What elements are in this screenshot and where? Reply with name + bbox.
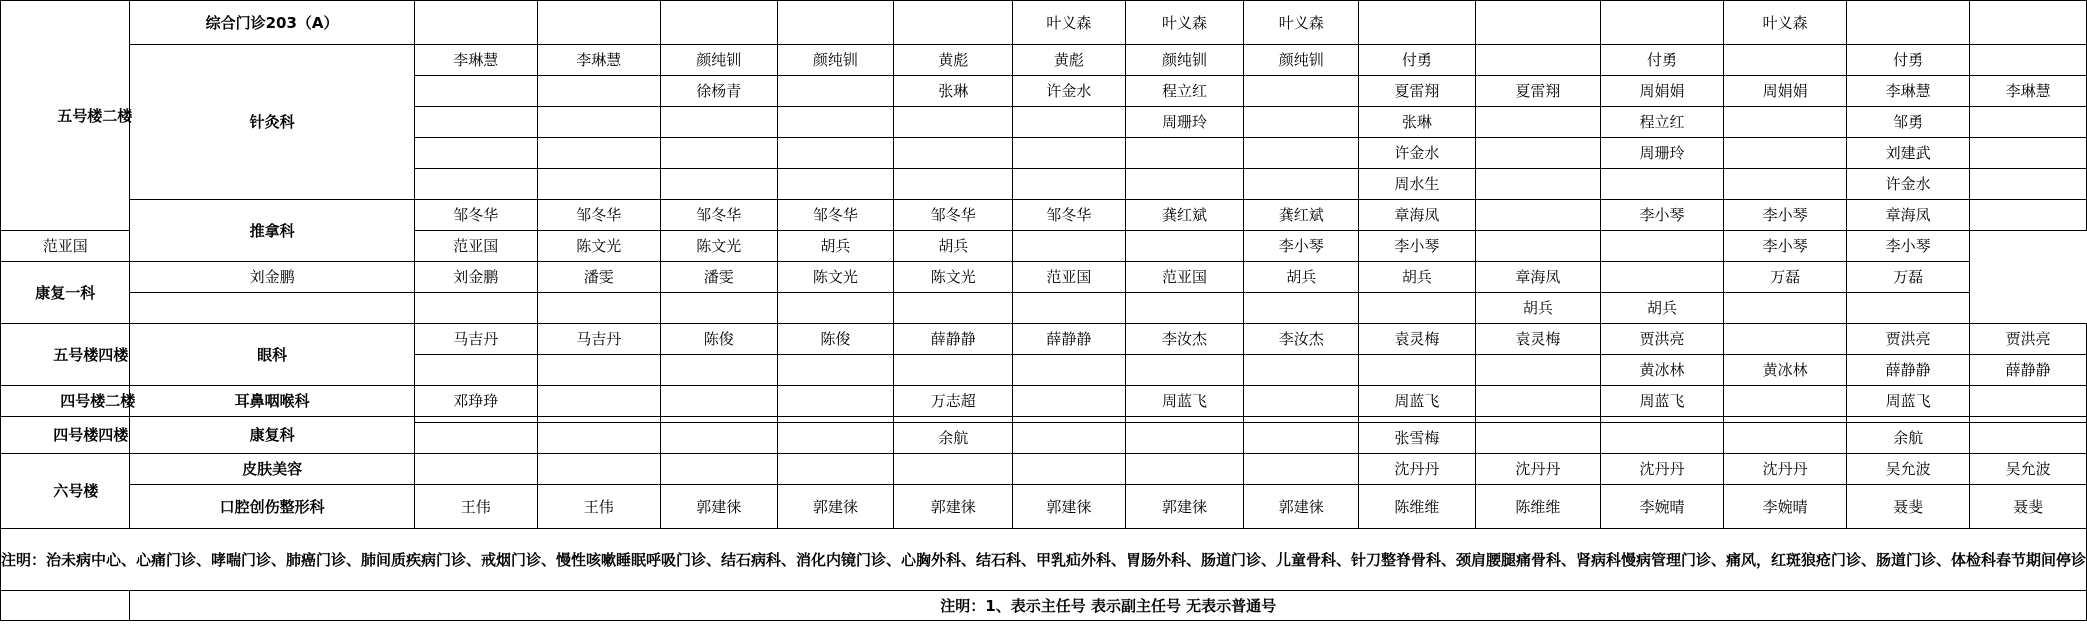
doctor-cell: 邹冬华 [1013,200,1125,231]
doctor-cell: 章海凤 [1359,200,1476,231]
empty-cell [1475,200,1600,231]
empty-cell [660,454,777,485]
empty-cell [660,355,777,386]
doctor-cell: 叶义森 [1724,1,1847,45]
doctor-cell: 万磊 [1847,262,1970,293]
empty-cell [537,107,660,138]
location-label: 四号楼二楼 [60,392,136,410]
doctor-cell: 陈维维 [1475,485,1600,529]
empty-cell [660,169,777,200]
table-row [1,591,2087,621]
doctor-cell: 付勇 [1359,45,1476,76]
empty-cell [1724,169,1847,200]
doctor-cell: 叶义森 [1244,1,1359,45]
doctor-cell: 黄彪 [1013,45,1125,76]
doctor-cell: 李琳慧 [1847,76,1970,107]
doctor-cell: 李汝杰 [1125,324,1244,355]
location-floor5-4 [1,324,130,386]
doctor-cell: 李小琴 [1724,231,1847,262]
doctor-cell: 胡兵 [1475,293,1600,324]
empty-cell [777,76,894,107]
empty-cell [1970,386,2087,417]
doctor-cell: 黄冰林 [1600,355,1723,386]
empty-cell [1847,293,1970,324]
empty-cell [1724,386,1847,417]
location-label: 五号楼二楼 [57,106,133,125]
location-floor4-2 [1,386,136,417]
dept-oral-trauma: 口腔创伤整形科 [130,485,414,529]
doctor-cell: 周蓝飞 [1359,386,1476,417]
empty-cell [1125,454,1244,485]
empty-cell [1013,293,1125,324]
empty-cell [1125,423,1244,454]
doctor-cell: 李琳慧 [414,45,537,76]
empty-cell [1970,200,2087,231]
doctor-cell: 吴允波 [1847,454,1970,485]
doctor-cell: 胡兵 [894,231,1013,262]
doctor-cell: 周蓝飞 [1125,386,1244,417]
doctor-cell: 周娟娟 [1600,76,1723,107]
empty-cell [1125,138,1244,169]
location-label: 六号楼 [53,482,99,500]
empty-cell [414,107,537,138]
empty-cell [894,169,1013,200]
empty-cell [1724,138,1847,169]
doctor-cell: 郭建徕 [660,485,777,529]
empty-cell [1244,76,1359,107]
empty-cell [894,107,1013,138]
doctor-cell: 王伟 [414,485,537,529]
empty-cell [660,138,777,169]
empty-cell [1847,1,1970,45]
doctor-cell: 胡兵 [1244,262,1359,293]
empty-cell [414,169,537,200]
doctor-cell: 范亚国 [1,231,130,262]
doctor-cell: 沈丹丹 [1724,454,1847,485]
doctor-cell: 郭建徕 [1125,485,1244,529]
dept-eye: 眼科 [130,324,414,386]
dept-skin-beauty: 皮肤美容 [130,454,414,485]
empty-cell [660,386,777,417]
dept-acupuncture: 针灸科 [130,45,414,200]
empty-cell [777,423,894,454]
doctor-cell: 周蓝飞 [1847,386,1970,417]
table-row [1,200,2087,231]
dept-rehab-1: 康复一科 [1,262,130,324]
empty-cell [1970,1,2087,45]
doctor-cell: 范亚国 [414,231,537,262]
location-floor6 [1,454,130,529]
doctor-cell: 邹冬华 [777,200,894,231]
empty-cell [1244,454,1359,485]
doctor-cell: 潘雯 [537,262,660,293]
empty-cell [1244,423,1359,454]
location-floor4-4 [1,417,130,454]
doctor-cell: 贾洪亮 [1970,324,2087,355]
table-row [1,485,2087,529]
doctor-cell: 李小琴 [1600,200,1723,231]
empty-cell [1475,45,1600,76]
doctor-cell: 邹冬华 [537,200,660,231]
empty-cell [660,293,777,324]
empty-cell [1013,386,1125,417]
empty-cell [1244,293,1359,324]
doctor-cell: 周珊玲 [1125,107,1244,138]
empty-cell [777,454,894,485]
empty-cell [1359,293,1476,324]
empty-cell [1475,386,1600,417]
empty-cell [537,454,660,485]
doctor-cell: 程立红 [1600,107,1723,138]
empty-cell [1475,355,1600,386]
doctor-cell: 郭建徕 [894,485,1013,529]
empty-cell [894,293,1013,324]
doctor-cell: 胡兵 [777,231,894,262]
doctor-cell: 胡兵 [1600,293,1723,324]
empty-cell [1125,169,1244,200]
doctor-cell: 陈俊 [660,324,777,355]
empty-cell [537,1,660,45]
dept-rehab: 康复科 [130,417,414,454]
dept-massage: 推拿科 [130,200,414,262]
empty-cell [1475,231,1600,262]
doctor-cell: 刘金鹏 [130,262,414,293]
empty-cell [777,138,894,169]
doctor-cell: 郭建徕 [1013,485,1125,529]
empty-cell [537,76,660,107]
doctor-cell: 万磊 [1724,262,1847,293]
table-row [1,324,2087,355]
empty-cell [1600,1,1723,45]
doctor-cell: 陈俊 [777,324,894,355]
empty-cell [1013,138,1125,169]
doctor-cell: 颜纯钏 [1244,45,1359,76]
doctor-cell: 陈文光 [660,231,777,262]
doctor-cell: 李小琴 [1724,200,1847,231]
empty-cell [1244,386,1359,417]
empty-cell [777,293,894,324]
doctor-cell: 颜纯钏 [777,45,894,76]
doctor-cell: 周水生 [1359,169,1476,200]
doctor-cell: 黄彪 [894,45,1013,76]
doctor-cell: 许金水 [1013,76,1125,107]
legend-note: 注明：1、表示主任号 表示副主任号 无表示普通号 [130,591,2087,621]
empty-cell [1600,169,1723,200]
empty-cell [1724,324,1847,355]
empty-cell [537,355,660,386]
empty-cell [777,355,894,386]
doctor-cell: 周蓝飞 [1600,386,1723,417]
doctor-cell: 陈维维 [1359,485,1476,529]
empty-cell [777,1,894,45]
empty-cell [1970,45,2087,76]
empty-cell [414,1,537,45]
doctor-cell: 李婉晴 [1600,485,1723,529]
empty-cell [414,293,537,324]
doctor-cell: 薛静静 [894,324,1013,355]
doctor-cell: 张雪梅 [1359,423,1476,454]
doctor-cell: 马吉丹 [537,324,660,355]
empty-cell [1724,45,1847,76]
empty-cell [894,454,1013,485]
doctor-cell: 郭建徕 [777,485,894,529]
empty-cell [1244,138,1359,169]
empty-cell [1013,231,1125,262]
empty-cell [1724,293,1847,324]
empty-cell [537,169,660,200]
empty-cell [537,293,660,324]
doctor-cell: 颜纯钏 [1125,45,1244,76]
empty-cell [777,169,894,200]
empty-cell [1970,107,2087,138]
empty-cell [1970,423,2087,454]
table-row [1,454,2087,485]
doctor-cell: 邓琤琤 [414,386,537,417]
doctor-cell: 马吉丹 [414,324,537,355]
doctor-cell: 沈丹丹 [1600,454,1723,485]
empty-cell [414,76,537,107]
doctor-cell: 李琳慧 [1970,76,2087,107]
doctor-cell: 邹冬华 [894,200,1013,231]
doctor-cell: 颜纯钏 [660,45,777,76]
doctor-cell: 袁灵梅 [1475,324,1600,355]
doctor-cell: 胡兵 [1359,262,1476,293]
table-row [1,386,2087,417]
doctor-cell: 李小琴 [1847,231,1970,262]
doctor-cell: 许金水 [1359,138,1476,169]
doctor-cell: 薛静静 [1970,355,2087,386]
empty-cell [537,386,660,417]
empty-cell [414,454,537,485]
empty-cell [660,107,777,138]
doctor-cell: 李婉晴 [1724,485,1847,529]
empty-cell [1600,262,1723,293]
doctor-cell: 龚红斌 [1125,200,1244,231]
empty-cell [414,138,537,169]
doctor-cell: 周珊玲 [1600,138,1723,169]
doctor-cell: 章海凤 [1475,262,1600,293]
empty-cell [1244,107,1359,138]
table-row [1,529,2087,591]
empty-cell [1600,423,1723,454]
empty-cell [894,1,1013,45]
doctor-cell: 周娟娟 [1724,76,1847,107]
doctor-cell: 陈文光 [777,262,894,293]
doctor-cell: 李琳慧 [537,45,660,76]
empty-cell [1013,423,1125,454]
doctor-cell: 许金水 [1847,169,1970,200]
doctor-cell: 聂斐 [1847,485,1970,529]
empty-cell [777,107,894,138]
doctor-cell: 章海凤 [1847,200,1970,231]
doctor-cell: 万志超 [894,386,1013,417]
doctor-cell: 沈丹丹 [1475,454,1600,485]
doctor-cell: 邹勇 [1847,107,1970,138]
closure-note: 注明：治未病中心、心痛门诊、哮喘门诊、肺癌门诊、肺间质疾病门诊、戒烟门诊、慢性咳嗽睡眠呼吸门诊、结石病科、消化内镜门诊、心胸外科、结石科、甲乳疝外科、胃肠外科、肠道门诊、儿童骨科、针刀整脊骨科、颈肩腰腿痛骨科、肾病科慢病管理门诊、痛风，红斑狼疮门诊、肠道门诊、体检科春节期间停诊 [1,529,2087,591]
doctor-cell: 程立红 [1125,76,1244,107]
table-row [1,1,2087,45]
empty-cell [414,423,537,454]
doctor-cell: 郭建徕 [1244,485,1359,529]
empty-cell [1970,138,2087,169]
doctor-cell: 范亚国 [1013,262,1125,293]
empty-cell [1125,231,1244,262]
empty-cell [777,386,894,417]
doctor-cell: 聂斐 [1970,485,2087,529]
doctor-cell: 付勇 [1600,45,1723,76]
doctor-cell: 张琳 [1359,107,1476,138]
doctor-cell: 潘雯 [660,262,777,293]
empty-cell [1125,355,1244,386]
doctor-cell: 徐杨青 [660,76,777,107]
doctor-cell: 邹冬华 [414,200,537,231]
doctor-cell: 陈文光 [537,231,660,262]
doctor-cell: 袁灵梅 [1359,324,1476,355]
empty-cell [1724,107,1847,138]
doctor-cell: 李小琴 [1359,231,1476,262]
table-row [1,262,2087,293]
empty-cell [1013,454,1125,485]
dept-ent: 耳鼻咽喉科 [130,386,414,417]
doctor-cell: 叶义森 [1013,1,1125,45]
empty-cell [130,293,414,324]
empty-cell [660,1,777,45]
doctor-cell: 邹冬华 [660,200,777,231]
empty-cell [1970,169,2087,200]
doctor-cell: 刘建武 [1847,138,1970,169]
doctor-cell: 贾洪亮 [1600,324,1723,355]
doctor-cell: 余航 [894,423,1013,454]
empty-cell [1013,107,1125,138]
empty-cell [414,355,537,386]
doctor-cell: 夏雷翔 [1475,76,1600,107]
doctor-cell: 薛静静 [1847,355,1970,386]
doctor-cell: 夏雷翔 [1359,76,1476,107]
empty-cell [660,423,777,454]
location-label: 五号楼四楼 [53,345,129,364]
table-row [1,45,2087,76]
empty-cell [1475,138,1600,169]
empty-cell [1475,423,1600,454]
empty-cell [1013,169,1125,200]
doctor-cell: 吴允波 [1970,454,2087,485]
empty-cell [1475,1,1600,45]
empty-cell [1475,107,1600,138]
location-floor5-2 [1,1,133,231]
location-label: 四号楼四楼 [53,426,129,444]
doctor-cell: 叶义森 [1125,1,1244,45]
table-row [1,293,2087,324]
doctor-cell: 龚红斌 [1244,200,1359,231]
doctor-cell: 贾洪亮 [1847,324,1970,355]
empty-cell [1244,355,1359,386]
doctor-cell: 刘金鹏 [414,262,537,293]
doctor-cell: 薛静静 [1013,324,1125,355]
doctor-cell: 余航 [1847,423,1970,454]
doctor-cell: 范亚国 [1125,262,1244,293]
doctor-cell: 王伟 [537,485,660,529]
empty-cell [1013,355,1125,386]
doctor-cell: 李小琴 [1244,231,1359,262]
empty-cell [1,591,130,621]
empty-cell [1475,169,1600,200]
empty-cell [1359,1,1476,45]
empty-cell [1359,355,1476,386]
doctor-cell: 付勇 [1847,45,1970,76]
doctor-cell: 黄冰林 [1724,355,1847,386]
empty-cell [1600,231,1723,262]
doctor-cell: 李汝杰 [1244,324,1359,355]
empty-cell [1724,423,1847,454]
dept-general-clinic: 综合门诊203（A） [130,1,414,45]
doctor-cell: 张琳 [894,76,1013,107]
empty-cell [537,138,660,169]
empty-cell [537,423,660,454]
empty-cell [894,138,1013,169]
doctor-cell: 陈文光 [894,262,1013,293]
empty-cell [1244,169,1359,200]
empty-cell [894,355,1013,386]
empty-cell [1125,293,1244,324]
doctor-cell: 沈丹丹 [1359,454,1476,485]
